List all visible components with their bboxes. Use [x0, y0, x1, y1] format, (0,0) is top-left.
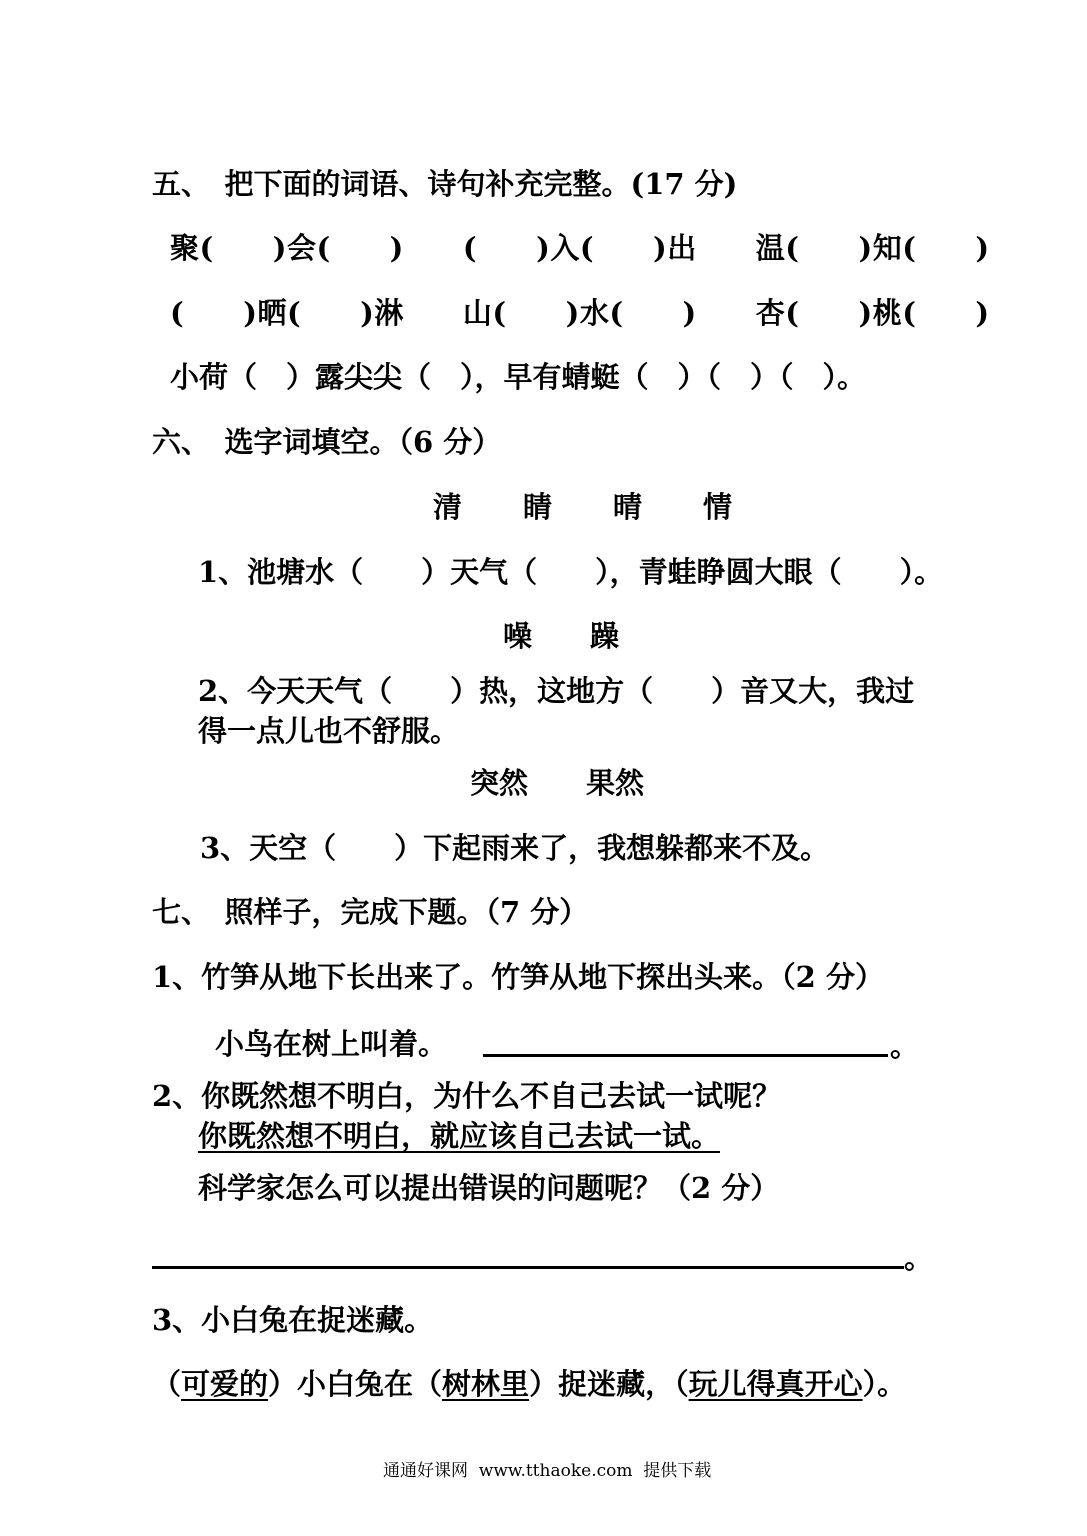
section-6-question-1: 1、池塘水（ ）天气（ ），青蛙睁圆大眼（ ）。 — [198, 555, 944, 589]
section-7-question-2-example: 你既然想不明白，就应该自己去试一试。 — [198, 1119, 721, 1153]
footer-source: 通通好课网 www.tthaoke.com 提供下载 — [383, 1461, 712, 1481]
underlined-result: 玩儿得真开心 — [688, 1367, 863, 1401]
section-5-row-3: 小荷（ ）露尖尖（ ），早有蜻蜓（ ）（ ）（ ）。 — [170, 360, 867, 394]
section-6-question-2-line-2: 得一点儿也不舒服。 — [198, 714, 460, 748]
section-5-heading: 五、 把下面的词语、诗句补充完整。(17 分) — [152, 167, 738, 201]
underlined-adjective: 可爱的 — [181, 1367, 269, 1401]
section-5-row-1: 聚( )会( ) ( )入( )出 温( )知( ) — [170, 231, 990, 265]
underlined-place: 树林里 — [442, 1367, 530, 1401]
section-6-choices-1: 清 睛 晴 情 — [433, 490, 749, 524]
section-7-question-2-prompt: 科学家怎么可以提出错误的问题呢？（2 分） — [198, 1171, 780, 1205]
section-7-question-1-prompt: 小鸟在树上叫着。 — [215, 1027, 448, 1061]
section-7-question-3-example — [152, 1366, 906, 1402]
text-segment-4: ）。 — [862, 1367, 907, 1401]
section-7-question-1-example: 1、竹笋从地下长出来了。竹笋从地下探出头来。（2 分） — [152, 960, 884, 994]
text-segment-3: ）捉迷藏，（ — [529, 1367, 689, 1401]
section-6-question-2-line-1: 2、今天天气（ ）热，这地方（ ）音又大，我过 — [198, 674, 915, 708]
text-segment-2: ）小白兔在（ — [268, 1367, 443, 1401]
section-6-choices-3: 突然 果然 — [470, 766, 645, 800]
section-6-question-3: 3、天空（ ）下起雨来了，我想躲都来不及。 — [200, 831, 830, 865]
section-7-question-2-line-1: 2、你既然想不明白，为什么不自己去试一试呢？ — [152, 1079, 782, 1113]
paren-open-1: （ — [152, 1367, 182, 1401]
section-5-row-2: ( )晒( )淋 山( )水( ) 杏( )桃( ) — [170, 296, 990, 330]
answer-line-1[interactable] — [483, 1054, 888, 1057]
section-7-question-3-line-1: 3、小白兔在捉迷藏。 — [152, 1303, 434, 1337]
answer-line-1-period: 。 — [890, 1029, 920, 1063]
answer-line-2[interactable] — [152, 1266, 904, 1269]
section-6-choices-2: 噪 躁 — [503, 619, 620, 653]
answer-line-2-period: 。 — [904, 1241, 934, 1275]
section-6-heading: 六、 选字词填空。（6 分） — [152, 425, 502, 459]
section-7-heading: 七、 照样子，完成下题。（7 分） — [152, 895, 589, 929]
